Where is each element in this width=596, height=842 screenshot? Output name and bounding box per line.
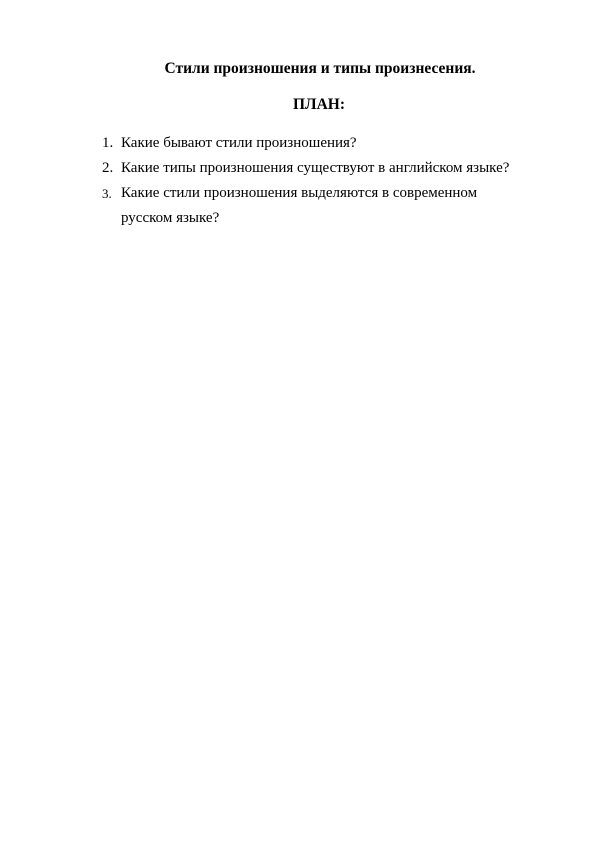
- list-item-line: Какие бывают стили произношения?: [121, 135, 357, 151]
- list-item-text: [121, 131, 572, 156]
- list-item: [102, 156, 572, 181]
- list-item-line: Какие стили произношения выделяются в современном: [121, 185, 478, 201]
- list-item-text: [121, 156, 572, 181]
- list-item-line: русском языке?: [121, 210, 220, 226]
- list-item-number: 2.: [102, 160, 114, 176]
- document-title: Стили произношения и типы произнесения.: [164, 60, 476, 77]
- plan-heading: ПЛАН:: [292, 96, 346, 113]
- list-item: [102, 181, 572, 231]
- plan-list: [102, 131, 572, 231]
- list-item-number: 1.: [102, 135, 114, 151]
- list-item-text: [121, 181, 572, 231]
- list-item-number: 3.: [102, 186, 112, 201]
- list-item: [102, 131, 572, 156]
- list-item-line: Какие типы произношения существуют в английском языке?: [121, 160, 510, 176]
